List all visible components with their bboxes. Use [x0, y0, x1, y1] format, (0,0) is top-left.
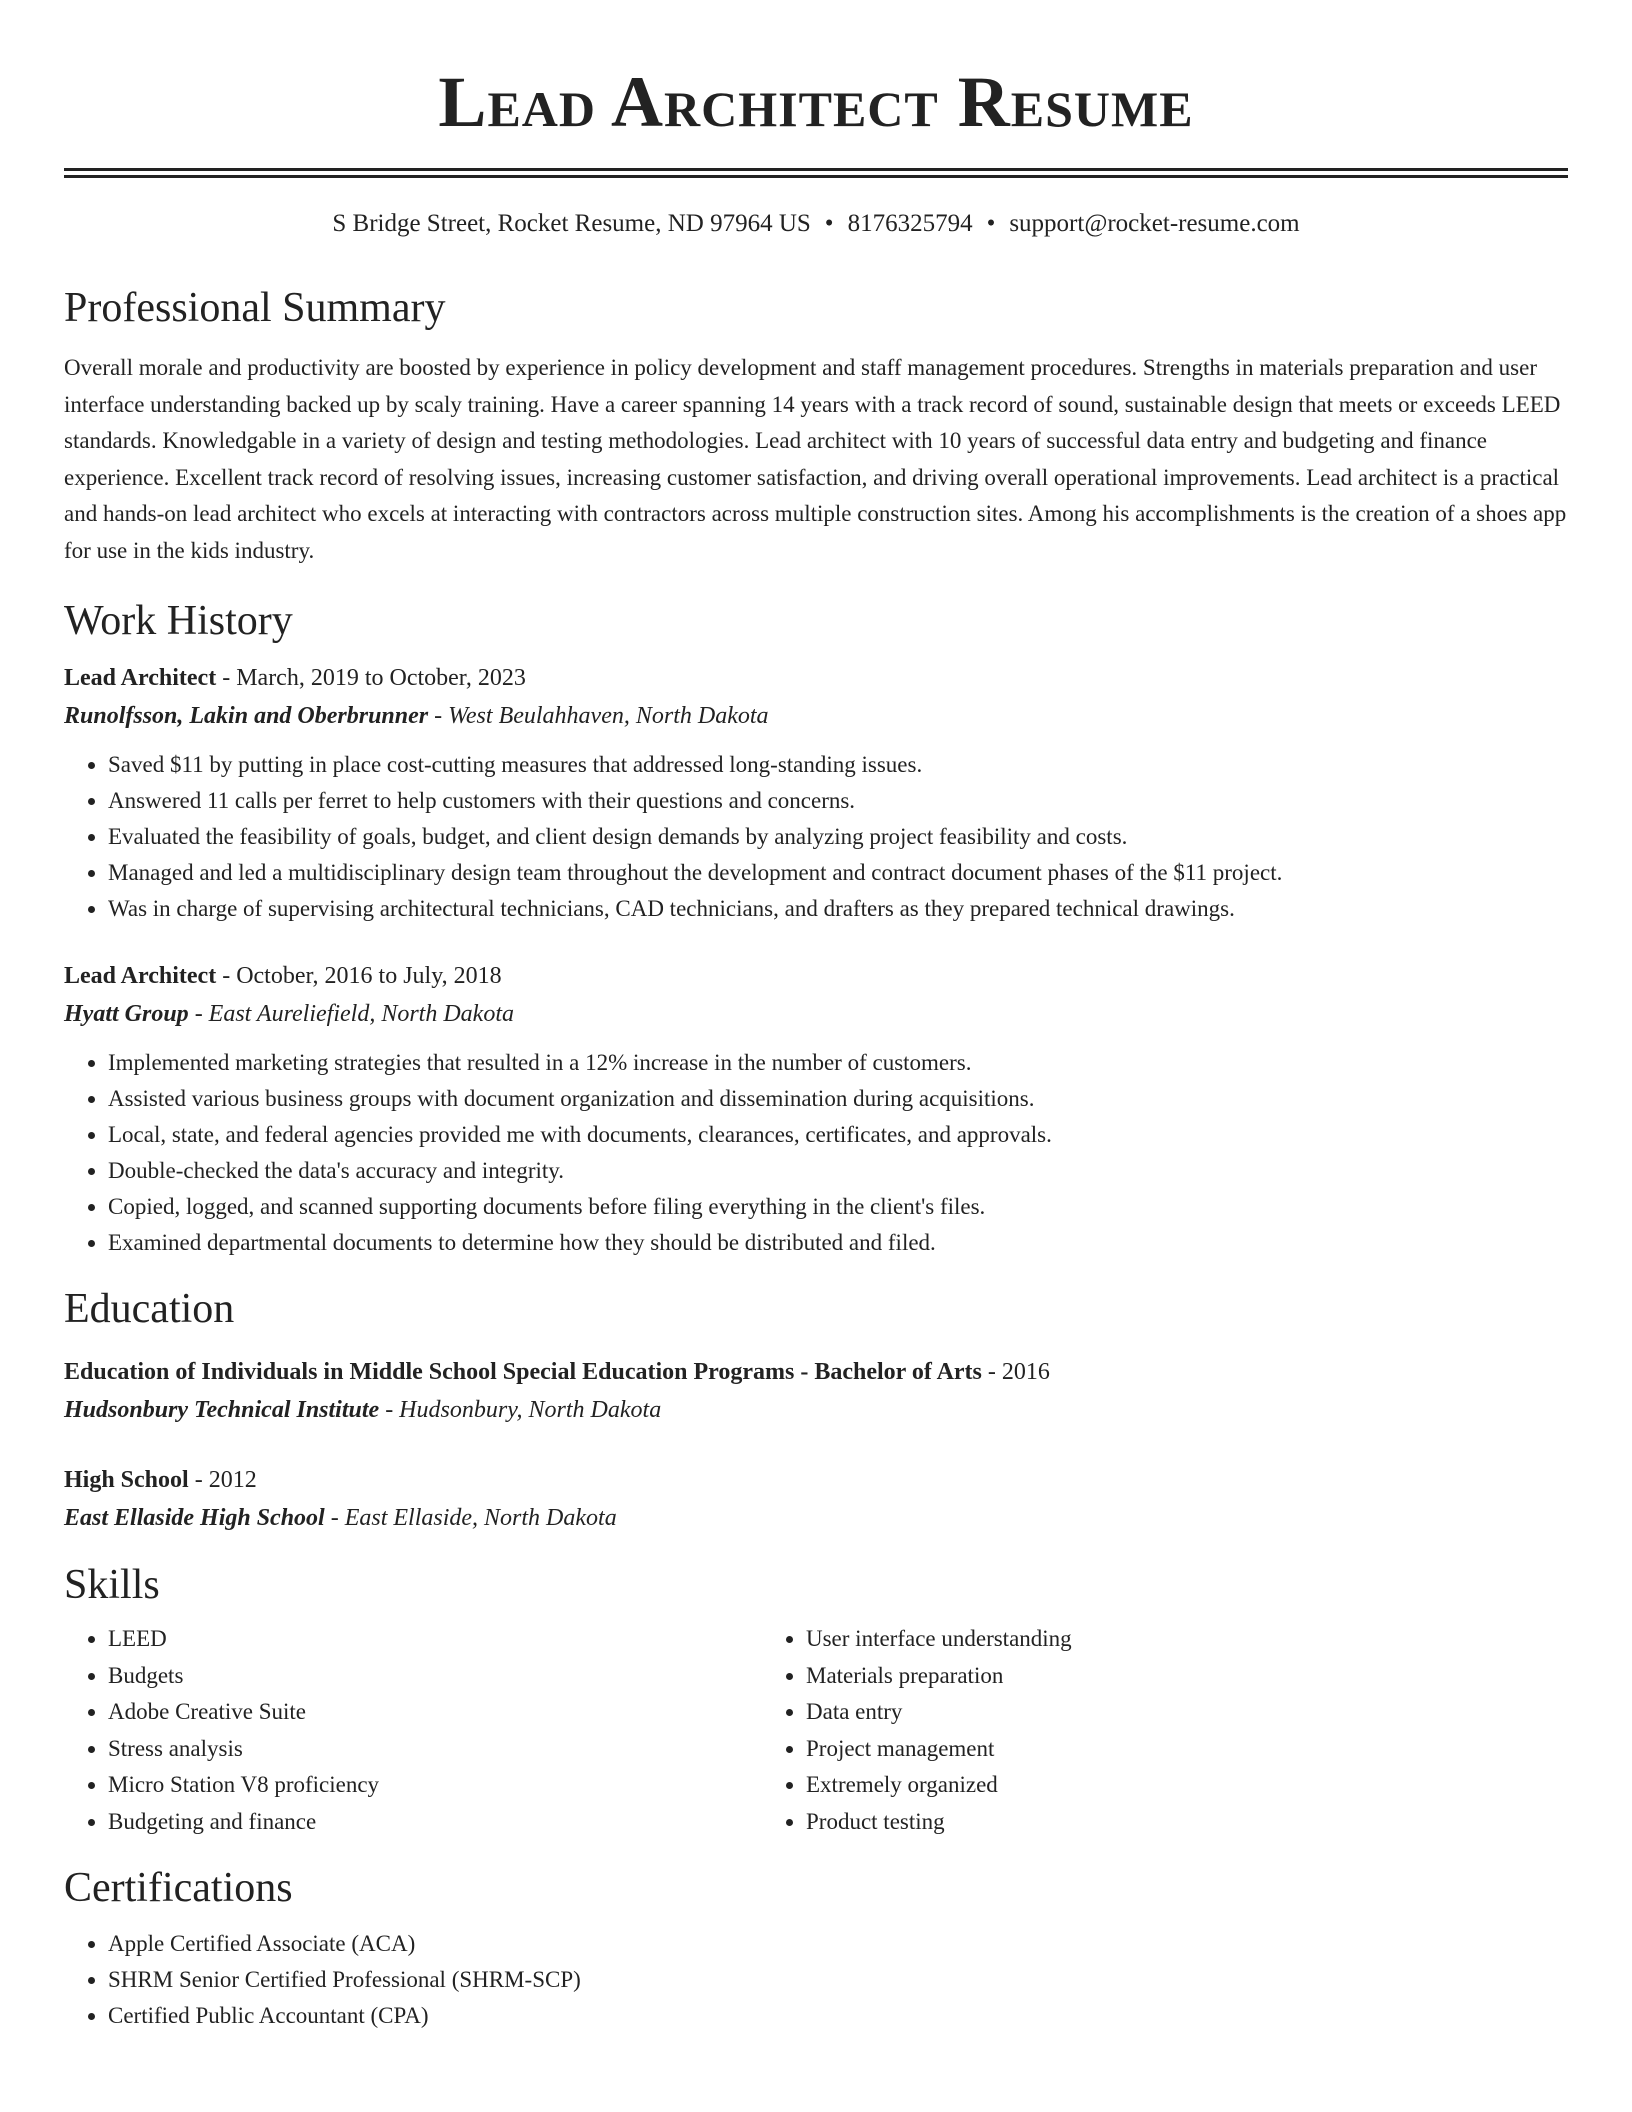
job-bullet: • Assisted various business groups with document organization and dissemination during acquisitions. — [108, 1081, 1568, 1117]
skills-section — [64, 1559, 1568, 1840]
job-bullet: • Evaluated the feasibility of goals, budget, and client design demands by analyzing project feasibility and costs. — [108, 819, 1568, 855]
job-bullet: • Was in charge of supervising architectural technicians, CAD technicians, and drafters as they prepared technical drawings. — [108, 891, 1568, 927]
skill-item: • Adobe Creative Suite — [108, 1694, 762, 1731]
job-bullet: • Managed and led a multidisciplinary design team throughout the development and contract document phases of the $11 project. — [108, 855, 1568, 891]
job-bullet: • Copied, logged, and scanned supporting documents before filing everything in the client's files. — [108, 1189, 1568, 1225]
degree-line — [64, 1461, 1568, 1499]
skill-item: • LEED — [108, 1621, 762, 1658]
skill-item: • Data entry — [806, 1694, 1460, 1731]
job-company-line — [64, 995, 1568, 1033]
contact-line — [64, 208, 1568, 240]
job-entry — [64, 957, 1568, 1261]
skill-item: • Extremely organized — [806, 1767, 1460, 1804]
skill-item: • Budgets — [108, 1658, 762, 1695]
degree: Education of Individuals in Middle School Special Education Programs - Bachelor of Arts — [64, 1359, 982, 1385]
job-company: Hyatt Group — [64, 1001, 189, 1027]
contact-address: S Bridge Street, Rocket Resume, ND 97964 US — [332, 210, 811, 237]
skill-item: • Micro Station V8 proficiency — [108, 1767, 762, 1804]
education-entry — [64, 1461, 1568, 1537]
job-bullet: • Double-checked the data's accuracy and integrity. — [108, 1153, 1568, 1189]
job-entry — [64, 659, 1568, 927]
resume-title: Lead Architect Resume — [438, 62, 1194, 142]
job-bullets — [64, 747, 1568, 927]
skill-item: • User interface understanding — [806, 1621, 1460, 1658]
certifications-heading: Certifications — [64, 1865, 293, 1911]
job-bullet: • Examined departmental documents to determine how they should be distributed and filed. — [108, 1225, 1568, 1261]
contact-phone: 8176325794 — [847, 210, 973, 237]
job-bullet: • Saved $11 by putting in place cost-cutting measures that addressed long-standing issues. — [108, 747, 1568, 783]
skill-item: • Project management — [806, 1731, 1460, 1768]
skill-item: • Budgeting and finance — [108, 1804, 762, 1841]
certification-item: • Apple Certified Associate (ACA) — [108, 1926, 1568, 1962]
job-bullet: • Local, state, and federal agencies provided me with documents, clearances, certificates, and approvals. — [108, 1117, 1568, 1153]
job-bullet: • Answered 11 calls per ferret to help customers with their questions and concerns. — [108, 783, 1568, 819]
education-section — [64, 1283, 1568, 1537]
job-bullets — [64, 1045, 1568, 1261]
school-line — [64, 1391, 1568, 1429]
title-divider — [64, 168, 1568, 178]
degree-line — [64, 1353, 1568, 1391]
skill-item: • Product testing — [806, 1804, 1460, 1841]
school-location: - Hudsonbury, North Dakota — [379, 1397, 662, 1423]
skills-grid — [64, 1621, 1568, 1840]
school-location: - East Ellaside, North Dakota — [324, 1505, 617, 1531]
job-company-line — [64, 697, 1568, 735]
job-dates: - October, 2016 to July, 2018 — [216, 963, 502, 989]
certifications-list — [64, 1926, 1568, 2034]
job-dates: - March, 2019 to October, 2023 — [216, 665, 526, 691]
degree: High School — [64, 1467, 189, 1493]
work-history-section — [64, 595, 1568, 1261]
contact-email: support@rocket-resume.com — [1009, 210, 1300, 237]
job-location: - East Aureliefield, North Dakota — [188, 1001, 514, 1027]
degree-year: - 2016 — [981, 1359, 1050, 1385]
summary-heading: Professional Summary — [64, 285, 446, 331]
resume-page — [64, 0, 1568, 2034]
school-line — [64, 1499, 1568, 1537]
certification-item: • SHRM Senior Certified Professional (SHRM-SCP) — [108, 1962, 1568, 1998]
job-title-line — [64, 957, 1568, 995]
school-name: East Ellaside High School — [64, 1505, 325, 1531]
certifications-section — [64, 1862, 1568, 2034]
skill-item: • Stress analysis — [108, 1731, 762, 1768]
skills-column-left — [64, 1621, 762, 1840]
school-name: Hudsonbury Technical Institute — [64, 1397, 380, 1423]
job-bullet: • Implemented marketing strategies that resulted in a 12% increase in the number of customers. — [108, 1045, 1568, 1081]
job-title-line — [64, 659, 1568, 697]
job-location: - West Beulahhaven, North Dakota — [428, 703, 769, 729]
skill-item: • Materials preparation — [806, 1658, 1460, 1695]
skills-heading: Skills — [64, 1562, 160, 1608]
certification-item: • Certified Public Accountant (CPA) — [108, 1998, 1568, 2034]
job-title: Lead Architect — [64, 665, 217, 691]
summary-text: Overall morale and productivity are boosted by experience in policy development and staff management procedures. Strengths in materials preparation and user interface understanding backed up by scaly training. Have a career spanning 14 years with a track record of sound, sustainable design that meets or exceeds LEED standards. Knowledgable in a variety of design and testing methodologies. Lead architect with 10 years of successful data entry and budgeting and finance experience. Excellent track record of resolving issues, increasing customer satisfaction, and driving overall operational improvements. Lead architect is a practical and hands-on lead architect who excels at interacting with contractors across multiple construction sites. Among his accomplishments is the creation of a shoes app for use in the kids industry. — [64, 355, 1567, 563]
education-heading: Education — [64, 1286, 235, 1332]
job-company: Runolfsson, Lakin and Oberbrunner — [64, 703, 429, 729]
summary-section — [64, 282, 1568, 569]
degree-year: - 2012 — [188, 1467, 257, 1493]
contact-separator: • — [986, 210, 996, 237]
education-entry — [64, 1353, 1568, 1429]
work-history-heading: Work History — [64, 598, 293, 644]
skills-column-right — [762, 1621, 1460, 1840]
job-title: Lead Architect — [64, 963, 217, 989]
contact-separator: • — [824, 210, 834, 237]
